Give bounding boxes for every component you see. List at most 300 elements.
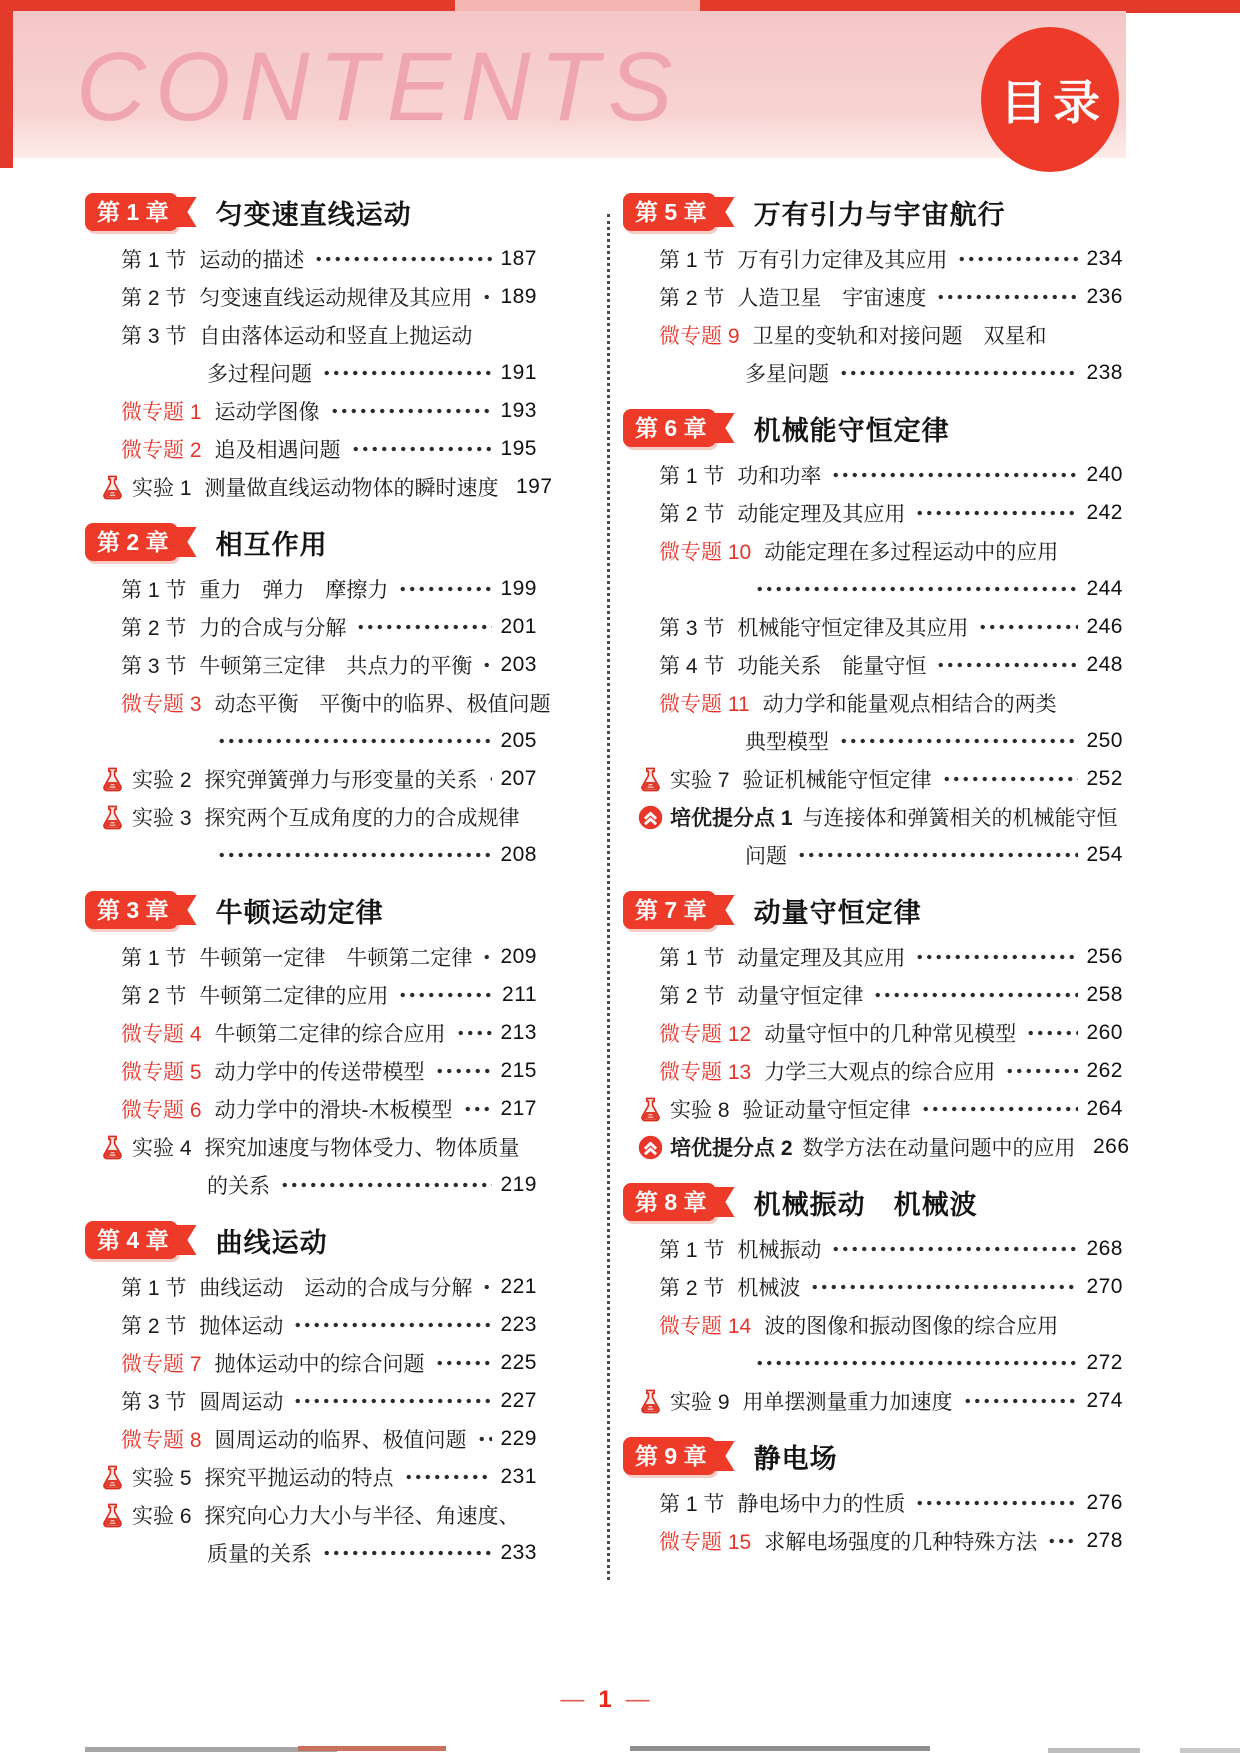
dots-leader [216,836,492,874]
toc-badge-label: 目录 [1000,76,1106,129]
entry-label: 微专题 11 [659,693,750,716]
entry-page: 217 [500,1097,537,1120]
entry-label: 第 2 节 [659,985,725,1008]
entry-title: 用单摆测量重力加速度 [742,1391,953,1414]
entry-label: 微专题 3 [121,693,202,716]
entry-page: 189 [500,285,537,308]
entry-row [85,1052,537,1090]
entry-label: 第 2 节 [659,503,725,526]
experiment-flask-icon [99,474,125,500]
entry-title: 抛体运动中的综合问题 [214,1353,425,1376]
entry-row [623,494,1123,532]
entry-title: 动量定理及其应用 [737,947,906,970]
entry-title: 力学三大观点的综合应用 [764,1061,996,1084]
entry-row [85,392,537,430]
dots-leader [279,1166,492,1204]
entry-title: 验证机械能守恒定律 [742,769,932,792]
entry-row [623,1052,1123,1090]
dots-leader [935,278,1078,316]
chapter-title: 机械能守恒定律 [753,415,950,446]
entry-page: 254 [1086,843,1123,866]
header-band [0,11,1126,158]
entry-page: 223 [500,1313,537,1336]
dots-leader [403,1458,492,1496]
entry-row [85,1306,537,1344]
entry-label: 微专题 7 [121,1353,202,1376]
dots-leader [481,278,492,316]
boost-chevron-icon [637,804,663,830]
chapter-title: 相互作用 [215,529,328,560]
entry-row [85,1458,537,1496]
entry-title: 圆周运动的临界、极值问题 [214,1429,467,1452]
entry-label: 第 2 节 [659,287,725,310]
entry-page: 219 [500,1173,537,1196]
entry-row [623,938,1123,976]
entry-row [623,760,1123,798]
entry-page: 211 [502,983,537,1006]
entry-title: 重力 弹力 摩擦力 [199,579,389,602]
entry-page: 199 [500,577,537,600]
entry-page: 225 [500,1351,537,1374]
dots-leader [914,938,1078,976]
dots-leader [462,1090,492,1128]
entry-title: 圆周运动 [199,1391,284,1414]
dots-leader [935,646,1078,684]
entry-row [85,240,537,278]
entry-label: 第 3 节 [121,325,187,348]
dots-leader [434,1052,492,1090]
experiment-flask-icon [99,804,125,830]
entry-page: 231 [500,1465,537,1488]
dots-leader [920,1090,1078,1128]
entry-title: 匀变速直线运动规律及其应用 [199,287,473,310]
entry-row [85,1420,537,1458]
entry-title: 自由落体运动和竖直上抛运动 [199,325,473,348]
entry-page: 264 [1086,1097,1123,1120]
entry-row-continuation [85,722,537,760]
chapter-title: 牛顿运动定律 [215,897,384,928]
entry-title-continuation: 多星问题 [745,363,829,386]
entry-row-continuation [623,836,1123,874]
entry-page: 233 [500,1541,537,1564]
chapter-badge: 第 8 章 [623,1183,716,1221]
entry-title: 静电场中力的性质 [737,1493,906,1516]
entry-label: 培优提分点 1 [670,807,793,830]
entry-page: 276 [1086,1491,1123,1514]
dots-leader [830,456,1078,494]
chapter-title: 曲线运动 [215,1227,328,1258]
dots-leader [796,836,1078,874]
entry-title: 运动的描述 [199,249,305,272]
entry-title: 曲线运动 运动的合成与分解 [199,1277,473,1300]
entry-row [623,1014,1123,1052]
entry-label: 实验 4 [132,1137,192,1160]
entry-title: 动量守恒定律 [737,985,864,1008]
entry-title: 人造卫星 宇宙速度 [737,287,927,310]
chapter-badge: 第 6 章 [623,409,716,447]
entry-title: 探究向心力大小与半径、角速度、 [204,1505,520,1528]
chapter-title: 机械振动 机械波 [753,1189,978,1220]
entry-page: 268 [1086,1237,1123,1260]
entry-title: 动能定理在多过程运动中的应用 [764,541,1059,564]
entry-label: 第 1 节 [659,947,725,970]
entry-row [85,1014,537,1052]
entry-page: 242 [1086,501,1123,524]
entry-label: 实验 1 [132,477,192,500]
chapter-badge: 第 7 章 [623,891,716,929]
chapter-heading [623,408,1123,448]
entry-title: 动能定理及其应用 [737,503,906,526]
entry-page: 236 [1086,285,1123,308]
page-footer [0,1686,1225,1714]
footer-page-number: 1 [598,1686,612,1713]
entry-label: 第 2 节 [121,1315,187,1338]
entry-title: 探究加速度与物体受力、物体质量 [204,1137,520,1160]
entry-label: 实验 8 [670,1099,730,1122]
entry-label: 第 1 节 [121,1277,187,1300]
entry-row [623,456,1123,494]
entry-label: 实验 6 [132,1505,192,1528]
dots-leader [754,1344,1078,1382]
dots-leader [838,354,1078,392]
entry-title: 机械能守恒定律及其应用 [737,617,969,640]
dots-leader [1046,1522,1078,1560]
entry-title: 动量守恒中的几种常见模型 [764,1023,1017,1046]
entry-title: 机械波 [737,1277,801,1300]
chapter-title: 静电场 [753,1443,838,1474]
entry-page: 203 [500,653,537,676]
entry-row [85,608,537,646]
entry-label: 微专题 14 [659,1315,752,1338]
entry-label: 第 4 节 [659,655,725,678]
entry-row [85,468,553,506]
entry-page: 258 [1086,983,1123,1006]
chapter-heading [623,1182,1123,1222]
dots-leader [455,1014,492,1052]
dots-leader [1025,1014,1078,1052]
toc-column-left [85,192,553,1572]
entry-row [85,1344,537,1382]
dots-leader [481,938,492,976]
entry-label: 微专题 15 [659,1531,752,1554]
entry-row-continuation [85,1166,537,1204]
entry-row-continuation [85,1534,537,1572]
entry-page: 262 [1086,1059,1123,1082]
dots-leader [434,1344,492,1382]
dots-leader [329,392,492,430]
dots-leader [838,722,1078,760]
entry-page: 208 [500,843,537,866]
entry-label: 微专题 1 [121,401,202,424]
dots-leader [914,494,1078,532]
entry-row [85,430,537,468]
entry-page: 278 [1086,1529,1123,1552]
toc-column-right [623,192,1130,1560]
entry-row [623,608,1123,646]
dots-leader [355,608,492,646]
chapter-heading [623,192,1123,232]
entry-label: 第 2 节 [659,1277,725,1300]
entry-page: 209 [500,945,537,968]
entry-row-continuation [623,570,1123,608]
footer-dash-right: — [625,1686,650,1713]
experiment-flask-icon [99,766,125,792]
dots-leader [476,1420,492,1458]
entry-page: 248 [1086,653,1123,676]
dots-leader [313,240,492,278]
entry-page: 250 [1086,729,1123,752]
entry-label: 第 2 节 [121,617,187,640]
dots-leader [397,976,492,1014]
entry-page: 201 [500,615,537,638]
entry-row [623,532,1123,570]
dots-leader [809,1268,1078,1306]
entry-row [623,1268,1123,1306]
dots-leader [292,1306,492,1344]
experiment-flask-icon [99,1502,125,1528]
entry-label: 培优提分点 2 [670,1137,793,1160]
dots-leader [962,1382,1078,1420]
entry-page: 238 [1086,361,1123,384]
entry-page: 234 [1086,247,1123,270]
dots-leader [754,570,1078,608]
chapter-badge: 第 9 章 [623,1437,716,1475]
entry-label: 微专题 4 [121,1023,202,1046]
dots-leader [481,646,492,684]
entry-label: 实验 5 [132,1467,192,1490]
entry-row [623,1382,1123,1420]
entry-page: 260 [1086,1021,1123,1044]
entry-label: 微专题 10 [659,541,752,564]
entry-row [623,1484,1123,1522]
chapter-badge: 第 1 章 [85,193,178,231]
chapter-heading [85,192,537,232]
entry-title: 动力学中的传送带模型 [214,1061,425,1084]
entry-row [85,760,537,798]
entry-page: 240 [1086,463,1123,486]
entry-page: 227 [500,1389,537,1412]
toc-badge-circle [981,27,1119,172]
entry-row [85,976,537,1014]
entry-row [85,1090,537,1128]
entry-row-continuation [85,354,537,392]
entry-row [85,1268,537,1306]
experiment-flask-icon [99,1464,125,1490]
chapter-heading [85,890,537,930]
entry-row [85,316,537,354]
entry-page: 252 [1086,767,1123,790]
entry-page: 256 [1086,945,1123,968]
entry-label: 第 2 节 [121,287,187,310]
entry-page: 193 [500,399,537,422]
entry-row [85,798,537,836]
dots-leader [977,608,1078,646]
entry-label: 第 1 节 [121,947,187,970]
entry-label: 第 2 节 [121,985,187,1008]
entry-label: 微专题 12 [659,1023,752,1046]
dots-leader [1004,1052,1078,1090]
entry-page: 205 [500,729,537,752]
entry-row [623,684,1123,722]
entry-label: 微专题 5 [121,1061,202,1084]
scan-artifact [1180,1748,1240,1753]
chapter-title: 万有引力与宇宙航行 [753,199,1006,230]
entry-row [85,278,537,316]
entry-title: 验证动量守恒定律 [742,1099,911,1122]
entry-label: 第 3 节 [121,1391,187,1414]
entry-title: 探究弹簧弹力与形变量的关系 [204,769,478,792]
dots-leader [914,1484,1078,1522]
entry-page: 215 [500,1059,537,1082]
entry-label: 实验 7 [670,769,730,792]
experiment-flask-icon [99,1134,125,1160]
entry-label: 微专题 13 [659,1061,752,1084]
entry-title: 与连接体和弹簧相关的机械能守恒 [802,807,1118,830]
dots-leader [216,722,492,760]
scan-artifact [298,1746,446,1751]
contents-watermark: CONTENTS [76,32,682,141]
chapter-title: 匀变速直线运动 [215,199,412,230]
entry-page: 272 [1086,1351,1123,1374]
chapter-title: 动量守恒定律 [753,897,922,928]
dots-leader [321,354,492,392]
entry-title: 牛顿第一定律 牛顿第二定律 [199,947,473,970]
chapter-badge: 第 2 章 [85,523,178,561]
entry-label: 微专题 8 [121,1429,202,1452]
chapter-badge: 第 4 章 [85,1221,178,1259]
entry-page: 221 [500,1275,537,1298]
dots-leader [350,430,492,468]
boost-chevron-icon [637,1134,663,1160]
entry-row [623,316,1123,354]
entry-label: 实验 3 [132,807,192,830]
entry-label: 第 1 节 [659,465,725,488]
entry-row [623,1522,1123,1560]
entry-page: 197 [515,475,553,498]
entry-page: 244 [1086,577,1123,600]
chapter-heading [85,1220,537,1260]
entry-row [85,570,537,608]
entry-page: 213 [500,1021,537,1044]
experiment-flask-icon [637,766,663,792]
entry-label: 微专题 2 [121,439,202,462]
entry-title-continuation: 质量的关系 [207,1543,312,1566]
entry-row-continuation [623,354,1123,392]
entry-row [85,938,537,976]
dots-leader [487,760,492,798]
entry-row [623,646,1123,684]
chapter-heading [623,890,1123,930]
entry-row [623,1090,1123,1128]
entry-title: 牛顿第二定律的应用 [199,985,389,1008]
entry-row-continuation [85,836,537,874]
entry-title: 动力学中的滑块-木板模型 [214,1099,453,1122]
scan-edge-left [0,0,13,168]
entry-page: 246 [1086,615,1123,638]
entry-row [85,684,551,722]
entry-row [623,278,1123,316]
entry-label: 第 1 节 [659,1493,725,1516]
entry-title: 探究平抛运动的特点 [204,1467,394,1490]
column-divider [607,214,610,1580]
entry-title: 运动学图像 [214,401,320,424]
entry-title: 探究两个互成角度的力的合成规律 [204,807,520,830]
entry-row [85,1496,537,1534]
entry-label: 第 1 节 [121,249,187,272]
scan-artifact [630,1746,930,1751]
dots-leader [321,1534,492,1572]
entry-row [623,976,1123,1014]
entry-title: 追及相遇问题 [214,439,341,462]
footer-dash-left: — [560,1686,585,1713]
entry-row [85,1382,537,1420]
entry-label: 第 1 节 [659,249,725,272]
entry-row [85,1128,537,1166]
entry-label: 实验 2 [132,769,192,792]
experiment-flask-icon [637,1096,663,1122]
chapter-heading [623,1436,1123,1476]
entry-page: 274 [1086,1389,1123,1412]
entry-title: 卫星的变轨和对接问题 双星和 [752,325,1047,348]
entry-title-continuation: 的关系 [207,1175,270,1198]
dots-leader [292,1382,492,1420]
entry-title: 牛顿第二定律的综合应用 [214,1023,446,1046]
chapter-badge: 第 5 章 [623,193,716,231]
entry-label: 微专题 6 [121,1099,202,1122]
entry-label: 第 1 节 [121,579,187,602]
entry-label: 实验 9 [670,1391,730,1414]
entry-row [623,1128,1130,1166]
entry-label: 第 3 节 [659,617,725,640]
entry-title: 动力学和能量观点相结合的两类 [762,693,1057,716]
dots-leader [941,760,1078,798]
dots-leader [830,1230,1078,1268]
scan-artifact [1048,1748,1140,1753]
dots-leader [872,976,1078,1014]
entry-page: 207 [500,767,537,790]
entry-title: 求解电场强度的几种特殊方法 [764,1531,1038,1554]
dots-leader [956,240,1078,278]
entry-row [623,240,1123,278]
entry-title: 波的图像和振动图像的综合应用 [764,1315,1059,1338]
entry-row [623,1230,1123,1268]
entry-page: 195 [500,437,537,460]
entry-title: 力的合成与分解 [199,617,347,640]
entry-row [623,1306,1123,1344]
entry-label: 第 1 节 [659,1239,725,1262]
entry-title: 动态平衡 平衡中的临界、极值问题 [214,693,551,716]
entry-title: 测量做直线运动物体的瞬时速度 [204,477,499,500]
entry-title: 牛顿第三定律 共点力的平衡 [199,655,473,678]
entry-page: 229 [500,1427,537,1450]
entry-title: 功和功率 [737,465,822,488]
entry-label: 微专题 9 [659,325,740,348]
entry-title: 机械振动 [737,1239,822,1262]
entry-page: 187 [500,247,537,270]
entry-row [623,798,1123,836]
entry-page: 191 [500,361,537,384]
chapter-badge: 第 3 章 [85,891,178,929]
entry-title-continuation: 典型模型 [745,731,829,754]
entry-page: 266 [1092,1135,1130,1158]
entry-row [85,646,537,684]
entry-title: 万有引力定律及其应用 [737,249,948,272]
entry-title: 数学方法在动量问题中的应用 [802,1137,1076,1160]
entry-page: 270 [1086,1275,1123,1298]
entry-title-continuation: 问题 [745,845,787,868]
dots-leader [481,1268,492,1306]
dots-leader [397,570,492,608]
